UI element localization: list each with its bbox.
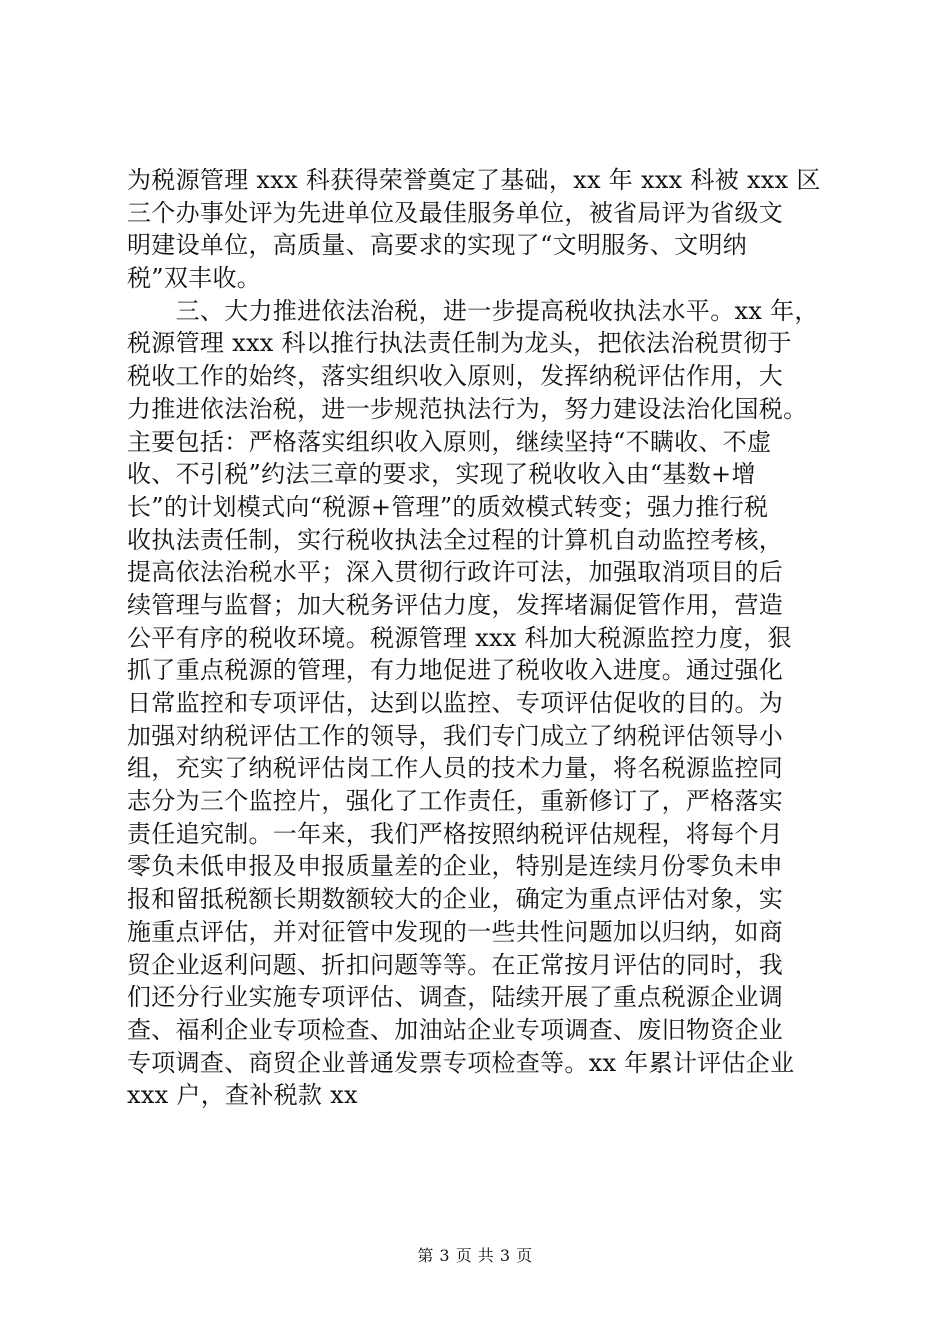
text-line: 加强对纳税评估工作的领导，我们专门成立了纳税评估领导小 [127, 721, 784, 750]
text-line: 税源管理 xxx 科以推行执法责任制为龙头，把依法治税贯彻于 [127, 329, 792, 358]
text-line: 提高依法治税水平；深入贯彻行政许可法，加强取消项目的后 [127, 558, 784, 587]
text-line: 长”的计划模式向“税源+管理”的质效模式转变；强力推行税 [127, 492, 769, 521]
text-line: 税收工作的始终，落实组织收入原则，发挥纳税评估作用，大 [127, 362, 784, 391]
text-line: 为税源管理 xxx 科获得荣誉奠定了基础，xx 年 xxx 科被 xxx 区 [127, 166, 821, 194]
text-line: 主要包括：严格落实组织收入原则，继续坚持“不瞒收、不虚 [127, 427, 772, 456]
body-paragraphs [127, 164, 830, 1112]
text-line: 公平有序的税收环境。税源管理 xxx 科加大税源监控力度，狠 [127, 623, 792, 652]
text-line: 三个办事处评为先进单位及最佳服务单位，被省局评为省级文 [127, 198, 784, 227]
text-line: 收、不引税”约法三章的要求，实现了税收收入由“基数+增 [127, 460, 756, 489]
text-line: 收执法责任制，实行税收执法全过程的计算机自动监控考核， [127, 525, 784, 554]
text-line: 责任追究制。一年来，我们严格按照纳税评估规程，将每个月 [127, 819, 784, 848]
text-line: 力推进依法治税，进一步规范执法行为，努力建设法治化国税。 [127, 394, 808, 423]
page-number-footer: 第 3 页 共 3 页 [417, 1246, 533, 1265]
text-line: 抓了重点税源的管理，有力地促进了税收收入进度。通过强化 [127, 656, 784, 685]
text-line: 日常监控和专项评估，达到以监控、专项评估促收的目的。为 [127, 689, 784, 717]
text-line: 专项调查、商贸企业普通发票专项检查等。xx 年累计评估企业 [127, 1048, 795, 1077]
text-line: xxx 户，查补税款 xx [127, 1081, 358, 1110]
text-line: 查、福利企业专项检查、加油站企业专项调查、废旧物资企业 [127, 1015, 784, 1044]
text-line: 贸企业返利问题、折扣问题等等。在正常按月评估的同时，我 [127, 950, 784, 979]
text-line: 报和留抵税额长期数额较大的企业，确定为重点评估对象，实 [127, 885, 784, 914]
text-line: 续管理与监督；加大税务评估力度，发挥堵漏促管作用，营造 [127, 590, 784, 619]
text-line: 三、大力推进依法治税，进一步提高税收执法水平。xx 年， [127, 296, 819, 325]
text-line: 零负未低申报及申报质量差的企业，特别是连续月份零负未申 [127, 852, 784, 881]
text-line: 们还分行业实施专项评估、调查，陆续开展了重点税源企业调 [127, 983, 784, 1012]
text-line: 志分为三个监控片，强化了工作责任，重新修订了，严格落实 [127, 787, 784, 816]
text-line: 组，充实了纳税评估岗工作人员的技术力量，将名税源监控同 [127, 754, 784, 783]
text-line: 施重点评估，并对征管中发现的一些共性问题加以归纳，如商 [127, 917, 784, 946]
text-line: 税”双丰收。 [127, 264, 262, 293]
text-line: 明建设单位，高质量、高要求的实现了“文明服务、文明纳 [127, 231, 748, 260]
